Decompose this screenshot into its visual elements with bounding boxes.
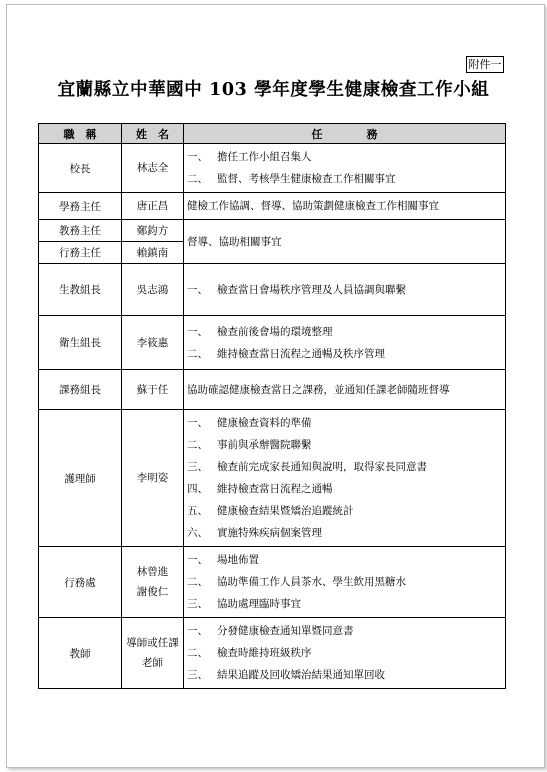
- task-line: [187, 279, 505, 301]
- task-text: 監督、考核學生健康檢查工作相關事宜: [217, 173, 396, 185]
- task-number: 二、: [187, 576, 208, 588]
- task-text: 檢查時維持班級秩序: [217, 647, 312, 659]
- task-cell: [184, 618, 506, 689]
- task-line: [187, 593, 505, 615]
- name-text: 林志全: [136, 162, 169, 174]
- task-text: 擔任工作小組召集人: [217, 151, 312, 163]
- task-cell: [184, 410, 506, 547]
- name-text: 謝俊仁: [136, 586, 169, 598]
- table-row: [39, 618, 506, 689]
- role-cell: 教師: [39, 618, 122, 689]
- header-name: 姓 名: [122, 124, 184, 144]
- name-cell: [122, 242, 184, 264]
- task-text: 結果追蹤及回收矯治結果通知單回收: [217, 669, 385, 681]
- task-cell: [184, 264, 506, 316]
- task-number: 一、: [187, 283, 208, 296]
- name-cell: [122, 547, 184, 618]
- document-title: 宜蘭縣立中華國中 103 學年度學生健康檢查工作小組: [57, 80, 490, 100]
- table-row: [39, 370, 506, 410]
- task-line: [187, 434, 505, 456]
- name-cell: [122, 410, 184, 547]
- task-line: [187, 664, 505, 686]
- task-line: [187, 412, 505, 434]
- task-number: 二、: [187, 347, 208, 360]
- task-cell: [184, 193, 506, 220]
- task-line: [187, 478, 505, 500]
- name-cell: [122, 144, 184, 193]
- name-text: 吳志鴻: [136, 283, 169, 296]
- name-cell: [122, 264, 184, 316]
- task-text: 場地佈置: [217, 554, 259, 566]
- task-text: 協助處理臨時事宜: [217, 598, 301, 610]
- task-line: [187, 500, 505, 522]
- task-text: 健檢工作協調、督導、協助策劃健康檢查工作相關事宜: [187, 200, 439, 212]
- task-text: 實施特殊疾病個案管理: [217, 527, 322, 539]
- annex-label: 附件一: [466, 56, 504, 73]
- name-text: 導師或任課: [126, 637, 179, 649]
- table-row: [39, 264, 506, 316]
- task-line: [187, 195, 505, 217]
- role-cell: 行務處: [39, 547, 122, 618]
- task-table: [38, 123, 506, 689]
- table-row: [39, 316, 506, 370]
- task-line: [187, 231, 505, 253]
- task-number: 三、: [187, 461, 208, 473]
- task-text: 檢查當日會場秩序管理及人員協調與聯繫: [217, 283, 406, 296]
- role-cell: 學務主任: [39, 193, 122, 220]
- task-text: 事前與承辦醫院聯繫: [217, 439, 312, 451]
- role-cell: 行務主任: [39, 242, 122, 264]
- name-text: 蘇于任: [136, 383, 169, 396]
- task-line: [187, 456, 505, 478]
- name-text: 老師: [142, 657, 163, 669]
- role-cell: 護理師: [39, 410, 122, 547]
- task-number: 二、: [187, 173, 208, 185]
- task-number: 一、: [187, 417, 208, 429]
- name-cell: [122, 220, 184, 242]
- task-text: 健康檢查結果暨矯治追蹤統計: [217, 505, 354, 517]
- task-line: [187, 620, 505, 642]
- task-number: 一、: [187, 554, 208, 566]
- role-cell: 生教組長: [39, 264, 122, 316]
- task-cell: [184, 547, 506, 618]
- role-cell: 校長: [39, 144, 122, 193]
- task-line: [187, 343, 505, 365]
- task-text: 維持檢查當日流程之通暢及秩序管理: [217, 347, 385, 360]
- task-line: [187, 379, 505, 401]
- task-number: 六、: [187, 527, 208, 539]
- table-row: [39, 410, 506, 547]
- task-cell: [184, 370, 506, 410]
- name-text: 李明姿: [136, 472, 169, 484]
- table-row: [39, 220, 506, 242]
- name-cell: [122, 370, 184, 410]
- task-text: 分發健康檢查通知單暨同意書: [217, 625, 354, 637]
- task-text: 檢查前後會場的環境整理: [217, 325, 333, 338]
- role-cell: 教務主任: [39, 220, 122, 242]
- task-text: 維持檢查當日流程之通暢: [217, 483, 333, 495]
- name-text: 鄭鈞方: [136, 224, 169, 237]
- task-line: [187, 549, 505, 571]
- task-number: 三、: [187, 669, 208, 681]
- task-line: [187, 522, 505, 544]
- task-line: [187, 571, 505, 593]
- name-text: 賴鎮南: [136, 246, 169, 259]
- task-number: 一、: [187, 325, 208, 338]
- task-cell: [184, 144, 506, 193]
- task-number: 二、: [187, 647, 208, 659]
- task-line: [187, 168, 505, 190]
- name-text: 李筱惠: [136, 336, 169, 349]
- task-text: 協助準備工作人員茶水、學生飲用黑糖水: [217, 576, 406, 588]
- table-row: [39, 144, 506, 193]
- task-number: 四、: [187, 483, 208, 495]
- task-number: 三、: [187, 598, 208, 610]
- task-number: 一、: [187, 151, 208, 163]
- task-cell: [184, 316, 506, 370]
- task-text: 檢查前完成家長通知與說明，取得家長同意書: [217, 461, 427, 473]
- table-header-row: [39, 124, 506, 144]
- task-number: 二、: [187, 439, 208, 451]
- header-task: 任 務: [184, 124, 506, 144]
- task-line: [187, 642, 505, 664]
- table-row: [39, 547, 506, 618]
- task-line: [187, 321, 505, 343]
- role-cell: 課務組長: [39, 370, 122, 410]
- name-cell: [122, 618, 184, 689]
- name-cell: [122, 193, 184, 220]
- task-number: 五、: [187, 505, 208, 517]
- task-cell: [184, 220, 506, 264]
- name-text: 林曾進: [136, 566, 169, 578]
- table-row: [39, 193, 506, 220]
- role-cell: 衛生組長: [39, 316, 122, 370]
- task-text: 督導、協助相關事宜: [187, 235, 282, 248]
- name-cell: [122, 316, 184, 370]
- name-text: 唐正昌: [136, 200, 169, 212]
- task-number: 一、: [187, 625, 208, 637]
- header-role: 職 稱: [39, 124, 122, 144]
- task-text: 協助確認健康檢查當日之課務，並通知任課老師隨班督導: [187, 383, 450, 396]
- task-text: 健康檢查資料的準備: [217, 417, 312, 429]
- task-line: [187, 146, 505, 168]
